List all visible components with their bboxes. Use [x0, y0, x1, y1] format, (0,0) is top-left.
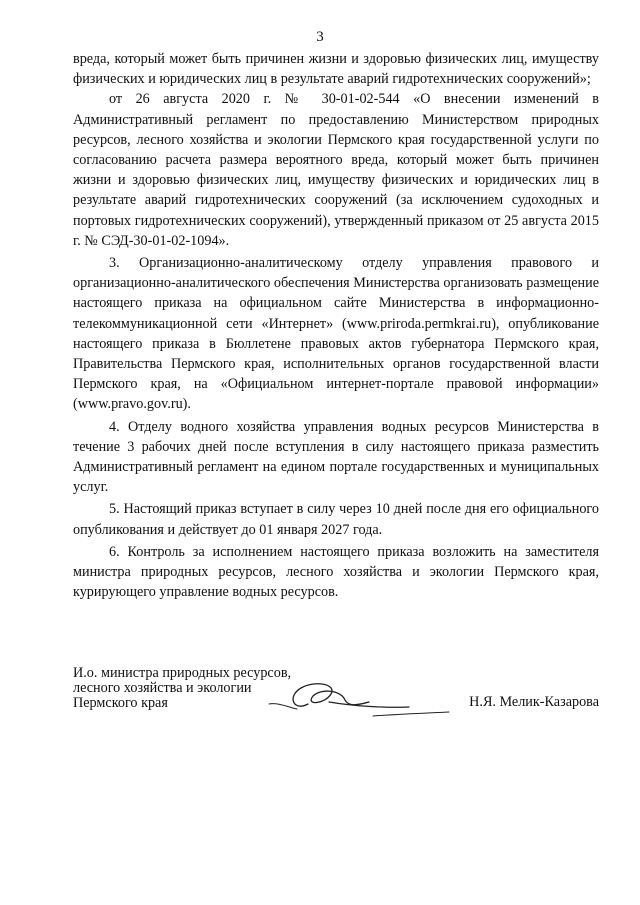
signatory-name: Н.Я. Мелик-Казарова: [469, 694, 599, 710]
paragraph-item-5-effective-date: 5. Настоящий приказ вступает в силу через 10 дней после дня его официального опубликования и действует до 01 января 2027 года.: [73, 501, 599, 538]
paragraph-continuation: вреда, который может быть причинен жизни и здоровью физических лиц, имуществу физических и юридических лиц в результате аварий гидротехнических сооружений»;: [73, 51, 599, 88]
signatory-title-line: Пермского края: [73, 695, 168, 711]
paragraph-item-4-portal: 4. Отделу водного хозяйства управления водных ресурсов Министерства в течение 3 рабочих дней после вступления в силу настоящего приказа разместить Административный регламент на едином портале государственных и муниципальных услуг.: [73, 418, 599, 496]
signatory-title-line: И.о. министра природных ресурсов,: [73, 665, 292, 681]
signature-strokes: [269, 684, 449, 716]
signature-tail: [329, 702, 409, 707]
paragraph-item-6-control: 6. Контроль за исполнением настоящего приказа возложить на заместителя министра природных ресурсов, лесного хозяйства и экологии Пермского края, курирующего управление водных ресурсов.: [73, 543, 599, 601]
paragraph-amendment-2020: от 26 августа 2020 г. № 30-01-02-544 «О внесении изменений в Административный регламент по предоставлению Министерством природных ресурсов, лесного хозяйства и экологии Пермского края государственной услуги по согласованию расчета размера вероятного вреда, который может быть причинен жизни и здоровью физических лиц, имуществу физических и юридических лиц в результате аварий гидротехнических сооружений (за исключением судоходных и портовых гидротехнических сооружений), утвержденный приказом от 25 августа 2015 г. № СЭД-30-01-02-1094».: [73, 91, 599, 249]
signature-underline: [269, 704, 297, 709]
page-number: 3: [316, 29, 324, 45]
order-body: [73, 49, 599, 602]
signature-flourish: [373, 712, 449, 716]
signatory-title-line: лесного хозяйства и экологии: [73, 680, 252, 696]
signature-block: [73, 666, 599, 726]
paragraph-item-3-publication: 3. Организационно-аналитическому отделу управления правового и организационно-аналитического обеспечения Министерства организовать размещение настоящего приказа на официальном сайте Министерства в информационно-телекоммуникационной сети «Интернет» (www.priroda.permkrai.ru), опубликование настоящего приказа в Бюллетене правовых актов губернатора Пермского края, Правительства Пермского края, исполнительных органов государственной власти Пермского края, на «Официальном интернет-портале правовой информации» (www.pravo.gov.ru).: [73, 255, 599, 413]
